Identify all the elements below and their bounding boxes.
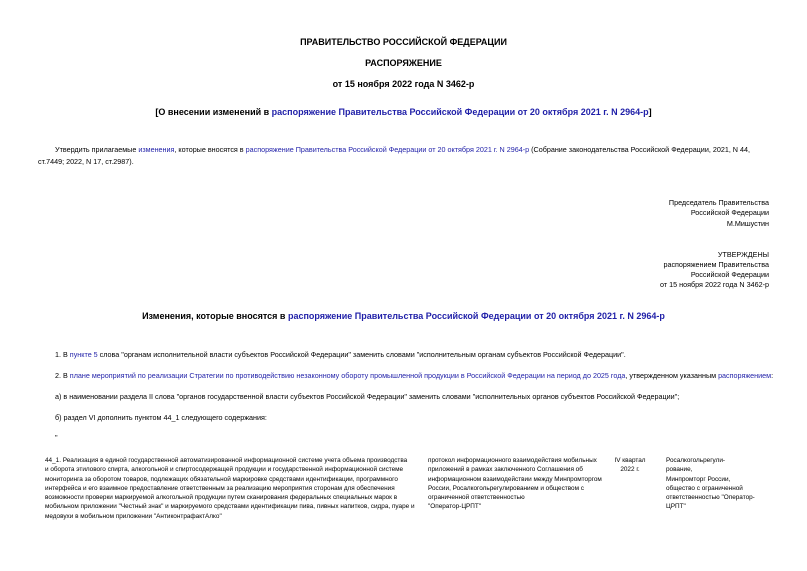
item-2 [55,371,773,380]
title-decree-link[interactable]: распоряжение Правительства Российской Федерации от 20 октября 2021 г. N 2964-р [271,107,649,117]
responsible-line: рование, [666,466,693,474]
document-type: РАСПОРЯЖЕНИЕ [365,58,442,68]
approved-date: от 15 ноября 2022 года N 3462-р [660,280,769,289]
government-name: ПРАВИТЕЛЬСТВО РОССИЙСКОЙ ФЕДЕРАЦИИ [300,37,507,47]
item-2-plan-link[interactable]: плане мероприятий по реализации Стратегии по противодействию незаконному обороту промышленной продукции в Российской Федерации на период до 2025 года [69,371,626,380]
item-1-text: слова "органам исполнительной власти субъектов Российской Федерации" заменить словами "исполнительным органам субъектов Российской Федерации". [97,350,626,359]
quote-mark: " [55,433,58,442]
signature-name: М.Мишустин [726,219,769,228]
result-line: протокол информационного взаимодействия мобильных [428,457,597,464]
measure-line: интерфейса и его взаимное предоставление ответственным за реализацию мероприятия сторонам для обеспечения [45,484,395,492]
changes-link[interactable]: изменения [138,145,175,154]
approved-by: распоряжением Правительства [663,260,769,269]
signature-country: Российской Федерации [690,208,769,217]
measure-line: 44_1. Реализация в единой государственной автоматизированной информационной системе учета объема производства [45,457,408,464]
result-line: "Оператор-ЦРПТ" [428,503,482,511]
measure-line: медовухи в мобильном приложении "АнтиконтрафактАлко" [45,512,222,520]
decree-link[interactable]: распоряжение Правительства Российской Федерации от 20 октября 2021 г. N 2964-р [245,145,530,154]
table-cell-result [428,456,608,512]
result-line: приложений в рамках заключенного Соглашения об [428,466,583,474]
signature-position: Председатель Правительства [668,198,769,207]
deadline-line: 2022 г. [620,466,640,474]
item-b: б) раздел VI дополнить пунктом 44_1 следующего содержания: [55,413,267,422]
item-2-prefix: 2. В [55,371,70,380]
responsible-line: общество с ограниченной [666,484,743,492]
measure-line: мониторинга за оборотом товаров, подлежащих обязательной маркировке средствами идентификации, программного [45,475,398,483]
body-text: , которые вносятся в [174,145,246,154]
document-date-number: от 15 ноября 2022 года N 3462-р [332,79,475,89]
measure-line: и оборота этилового спирта, алкогольной и спиртосодержащей продукции и государственной информационной системе [45,466,404,474]
measure-line: мобильном приложении "Честный знак" и маркируемого средствами идентификации пива, пивных напитков, сидра, пуаре и [45,503,415,511]
document-title [0,107,807,117]
deadline-line: IV квартал [614,457,646,464]
table-cell-responsible [666,456,776,512]
responsible-line: Росалкогольрегули- [666,457,726,464]
body-text: (Собрание законодательства Российской Федерации, 2021, N 44, [529,145,750,154]
body-text: Утвердить прилагаемые [55,145,139,154]
result-line: России, Росалкогольрегулированием и обществом с [428,484,584,492]
item-1-prefix: 1. В [55,350,70,359]
title-close: ] [648,107,652,117]
changes-heading-link[interactable]: распоряжение Правительства Российской Федерации от 20 октября 2021 г. N 2964-р [287,311,665,321]
changes-heading-prefix: Изменения, которые вносятся в [142,311,288,321]
item-2-suffix: : [771,371,774,380]
item-a: а) в наименовании раздела II слова "органов государственной власти субъектов Российской Федерации" заменить словами "исполнительных органов субъектов Российской Федерации"; [55,392,680,401]
table-cell-measure [45,456,417,521]
item-2-text: , утвержденном указанным [625,371,719,380]
approved-title: УТВЕРЖДЕНЫ [717,250,769,259]
body-paragraph-line1 [55,145,750,154]
item-2-decree-link[interactable]: распоряжением [718,371,772,380]
changes-heading [0,311,807,321]
responsible-line: ЦРПТ" [666,503,686,511]
body-paragraph-line2: ст.7449; 2022, N 17, ст.2987). [38,157,134,166]
responsible-line: ответственностью "Оператор- [666,494,755,502]
title-open: [О внесении изменений в [155,107,272,117]
item-1 [55,350,626,359]
approved-country: Российской Федерации [690,270,769,279]
result-line: информационном взаимодействии между Минпромторгом [428,475,602,483]
responsible-line: Минпромторг России, [666,475,731,483]
measure-line: возможности проверки маркируемой алкогольной продукции путем сканирования федеральных специальных марок в [45,494,398,502]
table-cell-deadline [610,456,650,475]
result-line: ограниченной ответственностью [428,494,525,502]
item-1-link[interactable]: пункте 5 [69,350,98,359]
